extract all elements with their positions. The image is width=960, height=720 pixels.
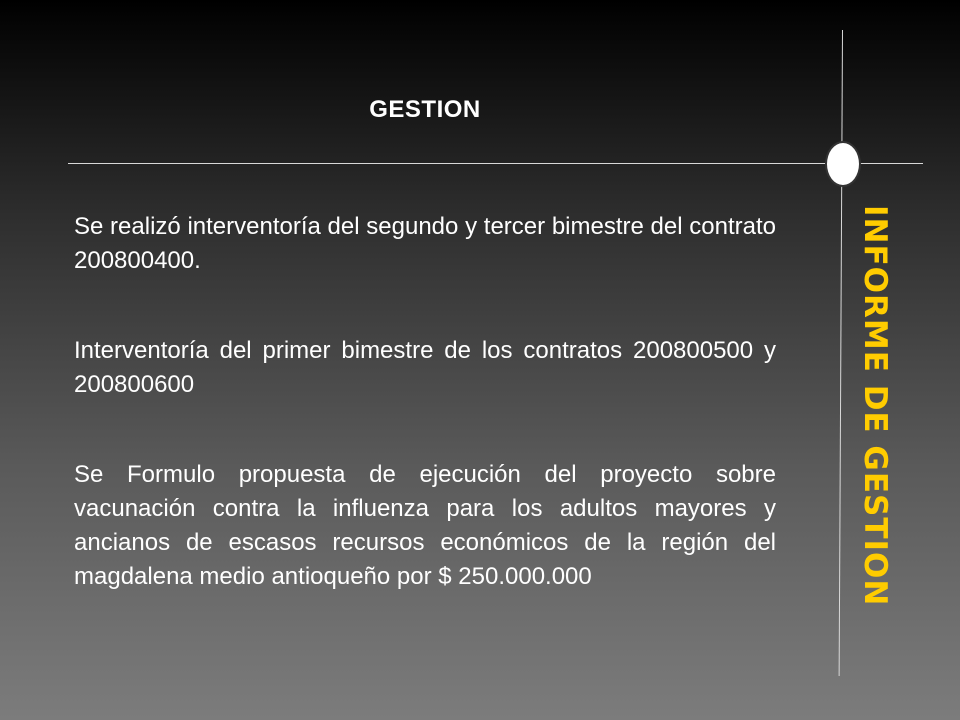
side-label: INFORME DE GESTION: [857, 205, 893, 607]
paragraph: Se Formulo propuesta de ejecución del proyecto sobre vacunación contra la influenza para los adultos mayores y ancianos de escasos recursos económicos de la región del magdalena medio antioqueño por $ 250.000.000: [74, 461, 776, 590]
slide-title: GESTION: [369, 96, 481, 123]
paragraph: Se realizó interventoría del segundo y tercer bimestre del contrato 200800400.: [74, 213, 776, 274]
paragraph: Interventoría del primer bimestre de los contratos 200800500 y 200800600: [74, 337, 776, 398]
body-text: [74, 210, 776, 650]
vertical-divider: [839, 30, 843, 676]
circle-marker-icon: [825, 141, 861, 187]
horizontal-divider: [68, 163, 923, 164]
